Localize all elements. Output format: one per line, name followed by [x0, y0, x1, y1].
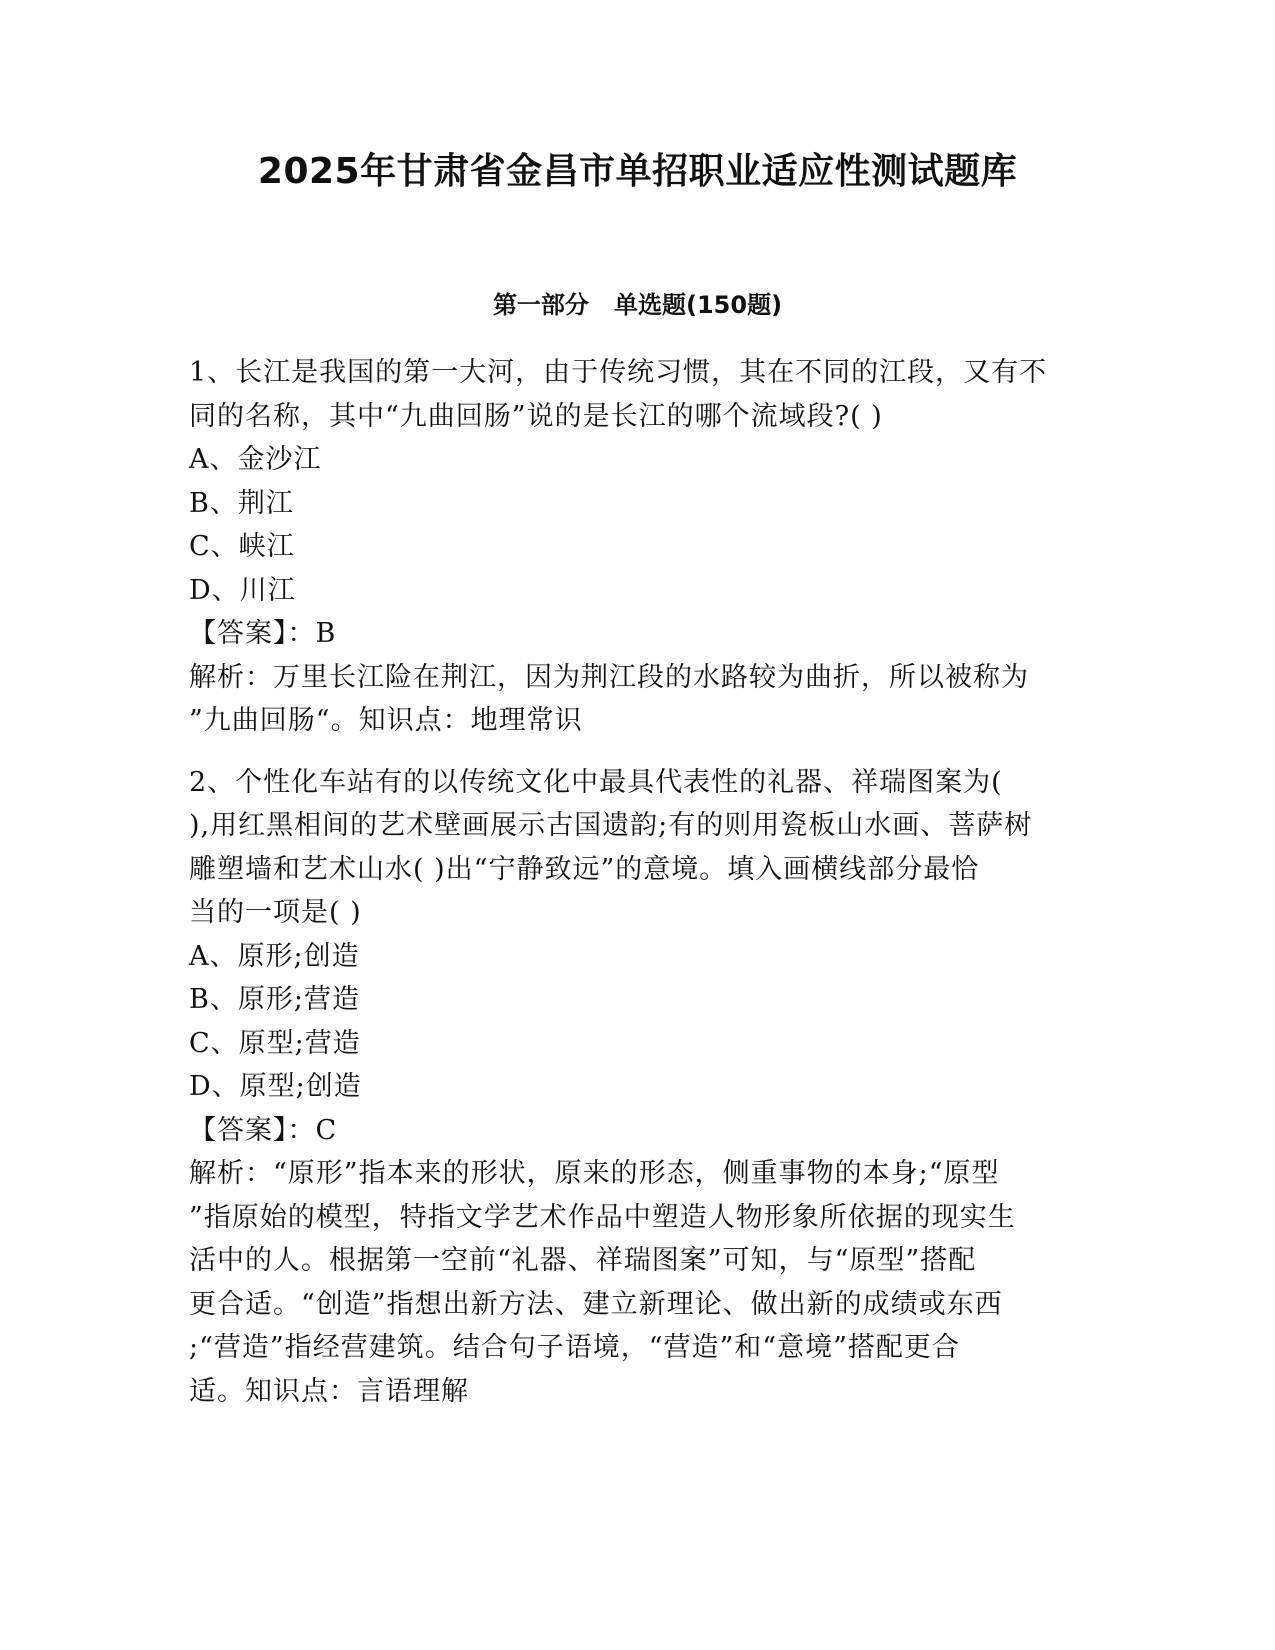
question-spacer — [189, 743, 1089, 761]
explanation-line: ;“营造”指经营建筑。结合句子语境，“营造”和“意境”搭配更合 — [189, 1332, 960, 1363]
explanation-line: ”九曲回肠“。知识点：地理常识 — [189, 705, 583, 736]
question-stem-line: 雕塑墙和艺术山水( )出“宁静致远”的意境。填入画横线部分最恰 — [189, 853, 980, 885]
option-d: D、川江 — [189, 574, 296, 606]
option-c: C、峡江 — [189, 531, 295, 562]
option-b: B、荆江 — [189, 487, 294, 519]
explanation-line: 适。知识点：言语理解 — [189, 1375, 469, 1407]
explanation-line: 更合适。“创造”指想出新方法、建立新理论、做出新的成绩或东西 — [189, 1288, 1003, 1320]
option-b: B、原形;营造 — [189, 984, 360, 1015]
option-d: D、原型;创造 — [189, 1071, 362, 1102]
question-stem-line: 同的名称，其中“九曲回肠”说的是长江的哪个流域段?( ) — [189, 400, 883, 432]
question-stem-line: 1、长江是我国的第一大河，由于传统习惯，其在不同的江段，又有不 — [189, 357, 1048, 388]
explanation-line: 解析：万里长江险在荆江，因为荆江段的水路较为曲折，所以被称为 — [189, 661, 1029, 693]
answer: 【答案】：C — [189, 1114, 338, 1146]
explanation-line: 解析：“原形”指本来的形状，原来的形态，侧重事物的本身;“原型 — [189, 1158, 1000, 1189]
question-stem-line: ),用红黑相间的艺术壁画展示古国遗韵;有的则用瓷板山水画、菩萨树 — [189, 810, 1033, 841]
question-stem-line: 当的一项是( ) — [189, 897, 362, 928]
answer: 【答案】：B — [189, 618, 337, 649]
question-stem-line: 2、个性化车站有的以传统文化中最具代表性的礼器、祥瑞图案为( — [189, 766, 1003, 798]
option-c: C、原型;营造 — [189, 1027, 361, 1059]
question-1 — [189, 351, 1089, 743]
explanation-line: ”指原始的模型，特指文学艺术作品中塑造人物形象所依据的现实生 — [189, 1201, 1016, 1233]
option-a: A、原形;创造 — [189, 940, 360, 972]
document-title: 2025年甘肃省金昌市单招职业适应性测试题库 — [257, 151, 1018, 192]
question-list — [189, 351, 1089, 1413]
explanation-line: 活中的人。根据第一空前“礼器、祥瑞图案”可知，与“原型”搭配 — [189, 1245, 977, 1276]
section-title: 第一部分 单选题(150题) — [492, 291, 783, 319]
question-2 — [189, 761, 1089, 1414]
option-a: A、金沙江 — [189, 444, 322, 475]
